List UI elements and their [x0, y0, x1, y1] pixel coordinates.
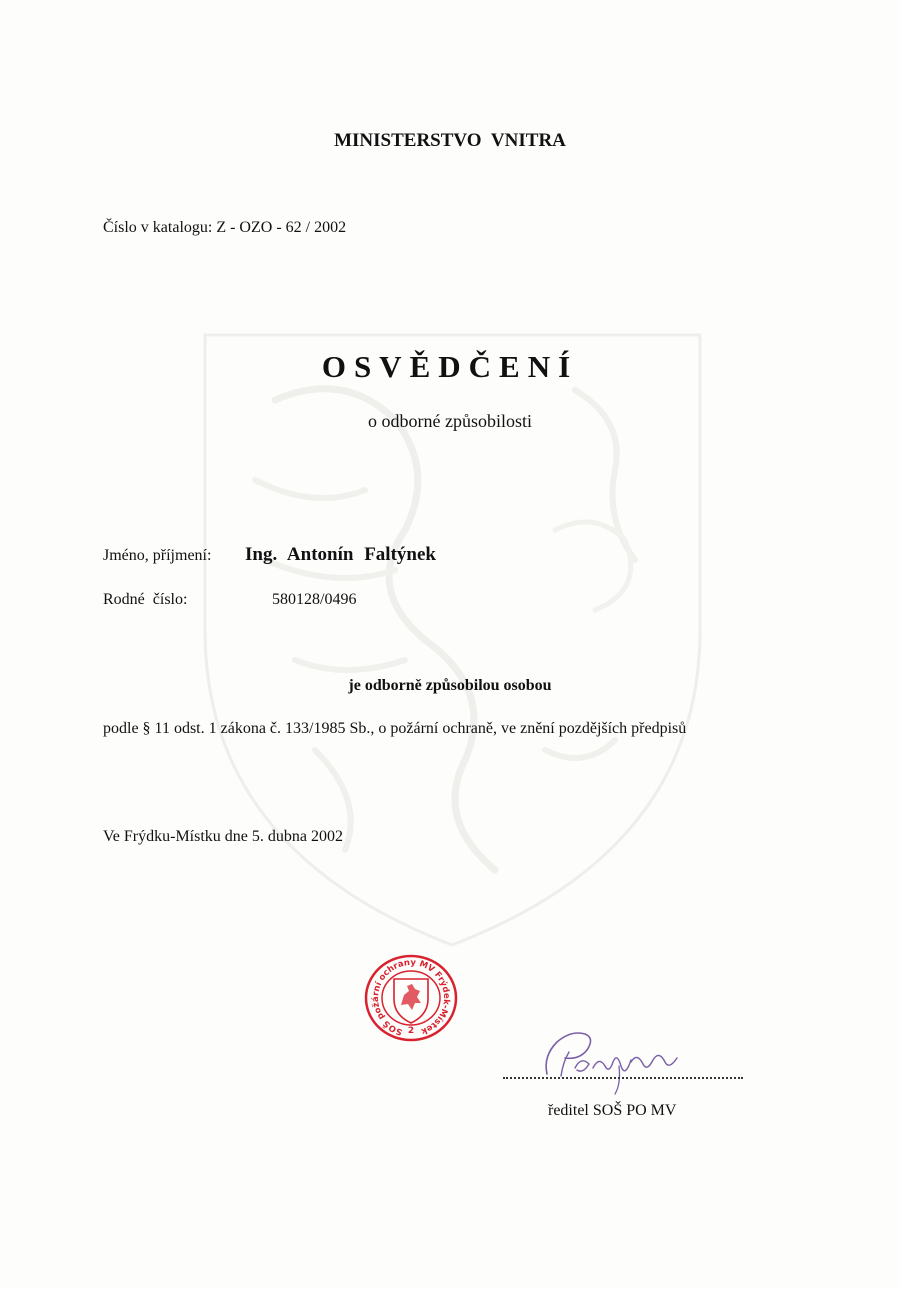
signatory-title: ředitel SOŠ PO MV [548, 1102, 677, 1119]
certificate-title: OSVĚDČENÍ [321, 349, 579, 384]
signature-line [503, 1077, 743, 1079]
legal-basis: podle § 11 odst. 1 zákona č. 133/1985 Sb., o požární ochraně, ve znění pozdějších předpisů [103, 720, 687, 737]
svg-text:SOŠ požární ochrany MV Frýdek-: SOŠ požární ochrany MV Frýdek-Místek [370, 957, 452, 1037]
ministry-heading: MINISTERSTVO VNITRA [334, 130, 566, 151]
birth-number-label: Rodné číslo: [103, 591, 188, 608]
name-label: Jméno, příjmení: [103, 547, 212, 564]
official-stamp [363, 953, 459, 1043]
holder-name: Ing. Antonín Faltýnek [245, 544, 436, 565]
qualification-statement: je odborně způsobilou osobou [348, 677, 552, 694]
catalog-number: Číslo v katalogu: Z - OZO - 62 / 2002 [103, 219, 347, 236]
birth-number-value: 580128/0496 [272, 591, 357, 608]
director-signature [535, 1022, 695, 1097]
svg-text:2: 2 [407, 1026, 415, 1036]
certificate-subtitle: o odborné způsobilosti [368, 411, 532, 431]
place-and-date: Ve Frýdku-Místku dne 5. dubna 2002 [103, 828, 343, 845]
